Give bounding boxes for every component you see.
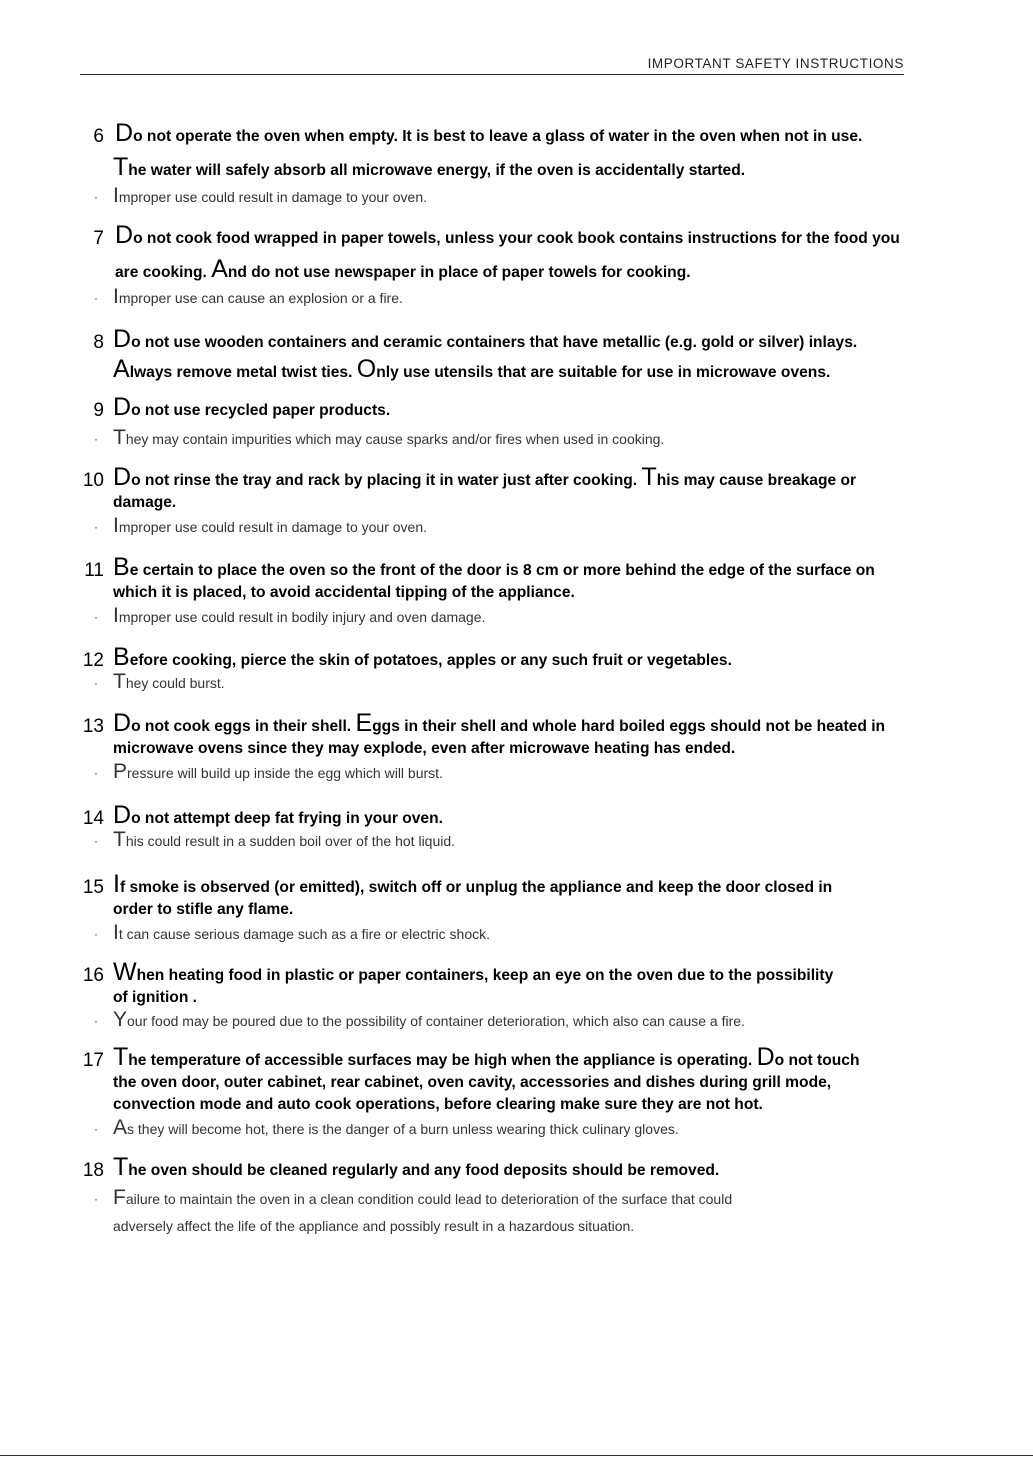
instruction-line [0, 355, 1033, 388]
text-segment: microwave ovens since they may explode, even after microwave heating has ended. [113, 740, 736, 757]
drop-cap: A [211, 255, 228, 283]
note-line [0, 283, 1033, 313]
text-segment: o not use recycled paper products. [131, 402, 391, 419]
instruction-text [113, 393, 391, 426]
text-segment: o not rinse the tray and rack by placing it in water just after cooking. [131, 472, 642, 489]
drop-cap: E [355, 709, 373, 737]
note-line [0, 512, 1033, 542]
note-line [0, 182, 1033, 212]
note-text [113, 283, 403, 313]
text-segment: o not operate the oven when empty. It is best to leave a glass of water in the oven when not in use. [133, 128, 863, 145]
note-text [113, 182, 427, 212]
note-line [0, 1184, 1033, 1214]
text-segment: hey may contain impurities which may cause sparks and/or fires when used in cooking. [125, 431, 665, 447]
text-segment: he oven should be cleaned regularly and any food deposits should be removed. [128, 1162, 720, 1179]
item-number: 13 [82, 716, 104, 737]
text-segment: o not cook food wrapped in paper towels, unless your cook book contains instructions for the food you [133, 230, 900, 247]
bullet-dot-icon: · [94, 766, 98, 780]
drop-cap: I [113, 285, 119, 308]
note-text [113, 668, 225, 698]
item-number: 7 [93, 228, 104, 249]
drop-cap: D [115, 221, 134, 249]
bullet-dot-icon: · [94, 927, 98, 941]
bullet-dot-icon: · [94, 432, 98, 446]
item-number: 10 [82, 470, 104, 491]
drop-cap: D [756, 1043, 775, 1071]
bullet-dot-icon: · [94, 1122, 98, 1136]
text-segment: he temperature of accessible surfaces may be high when the appliance is operating. [128, 1052, 757, 1069]
bullet-dot-icon: · [94, 520, 98, 534]
drop-cap: Y [113, 1008, 128, 1031]
drop-cap: D [113, 325, 132, 353]
drop-cap: I [113, 921, 119, 944]
text-segment: f smoke is observed (or emitted), switch off or unplug the appliance and keep the door closed in [119, 879, 833, 896]
drop-cap: D [113, 709, 132, 737]
note-text [113, 919, 490, 949]
note-text [113, 602, 485, 632]
text-segment: ggs in their shell and whole hard boiled eggs should not be heated in [372, 718, 886, 735]
drop-cap: I [113, 604, 119, 627]
note-text [113, 1114, 679, 1144]
instruction-line [0, 325, 1033, 358]
text-segment: nd do not use newspaper in place of paper towels for cooking. [227, 264, 691, 281]
bottom-rule [0, 1455, 1033, 1456]
instruction-text [115, 221, 900, 254]
instruction-text [115, 119, 863, 152]
note-text [113, 512, 427, 542]
bullet-dot-icon: · [94, 610, 98, 624]
text-segment: o not cook eggs in their shell. [131, 718, 356, 735]
drop-cap: I [113, 184, 119, 207]
drop-cap: B [113, 643, 130, 671]
note-text [113, 424, 664, 454]
item-number: 6 [93, 126, 104, 147]
note-line [0, 919, 1033, 949]
note-line [0, 758, 1033, 788]
text-segment: he water will safely absorb all microwave energy, if the oven is accidentally started. [128, 162, 746, 179]
text-segment: hey could burst. [125, 675, 225, 691]
text-segment: adversely affect the life of the appliance and possibly result in a hazardous situation. [113, 1218, 635, 1234]
bullet-dot-icon: · [94, 1014, 98, 1028]
instruction-line [0, 221, 1033, 254]
note-text [113, 826, 455, 856]
drop-cap: B [113, 553, 130, 581]
note-line [0, 668, 1033, 698]
text-segment: convection mode and auto cook operations, before clearing make sure they are not hot. [113, 1096, 763, 1113]
drop-cap: P [113, 760, 128, 783]
instruction-line [0, 393, 1033, 426]
text-segment: damage. [113, 494, 177, 511]
note-line [0, 602, 1033, 632]
text-segment: order to stifle any flame. [113, 901, 294, 918]
drop-cap: D [113, 463, 132, 491]
bullet-dot-icon: · [94, 291, 98, 305]
text-segment: t can cause serious damage such as a fire or electric shock. [118, 926, 491, 942]
item-number: 8 [93, 332, 104, 353]
drop-cap: D [113, 393, 132, 421]
bullet-dot-icon: · [94, 676, 98, 690]
instruction-text [113, 355, 831, 388]
item-number: 16 [82, 965, 104, 986]
text-segment: the oven door, outer cabinet, rear cabinet, oven cavity, accessories and dishes during grill mode, [113, 1074, 832, 1091]
text-segment: s they will become hot, there is the danger of a burn unless wearing thick culinary gloves. [127, 1121, 679, 1137]
instruction-line [0, 119, 1033, 152]
text-segment: our food may be poured due to the possibility of container deterioration, which also can cause a fire. [127, 1013, 745, 1029]
text-segment: mproper use could result in damage to your oven. [118, 519, 428, 535]
drop-cap: T [113, 828, 126, 851]
drop-cap: D [113, 801, 132, 829]
drop-cap: T [113, 1043, 129, 1071]
instruction-text [113, 325, 858, 358]
note-line [0, 1006, 1033, 1036]
item-number: 15 [82, 877, 104, 898]
text-segment: of ignition . [113, 989, 198, 1006]
text-segment: lways remove metal twist ties. [129, 364, 357, 381]
item-number: 12 [82, 650, 104, 671]
note-line [0, 826, 1033, 856]
text-segment: o not use wooden containers and ceramic containers that have metallic (e.g. gold or silver) inlays. [131, 334, 858, 351]
instruction-line [0, 1153, 1033, 1186]
instruction-text [113, 1153, 720, 1186]
note-text [113, 1006, 745, 1036]
text-segment: hen heating food in plastic or paper containers, keep an eye on the oven due to the possibility [136, 967, 834, 984]
note-text [113, 1184, 732, 1214]
drop-cap: I [113, 870, 120, 898]
header-title: IMPORTANT SAFETY INSTRUCTIONS [647, 56, 904, 71]
drop-cap: T [113, 153, 129, 181]
text-segment: ressure will build up inside the egg which will burst. [127, 765, 443, 781]
item-number: 9 [93, 400, 104, 421]
drop-cap: A [113, 355, 130, 383]
note-line [0, 1114, 1033, 1144]
text-segment: o not touch [774, 1052, 860, 1069]
text-segment: his could result in a sudden boil over of the hot liquid. [125, 833, 456, 849]
drop-cap: D [115, 119, 134, 147]
bullet-dot-icon: · [94, 1192, 98, 1206]
text-segment: his may cause breakage or [656, 472, 857, 489]
item-number: 17 [82, 1050, 104, 1071]
text-segment: mproper use could result in damage to your oven. [118, 189, 428, 205]
text-segment: mproper use can cause an explosion or a fire. [118, 290, 403, 306]
drop-cap: W [113, 958, 137, 986]
drop-cap: I [113, 514, 119, 537]
drop-cap: F [113, 1186, 126, 1209]
text-segment: o not attempt deep fat frying in your oven. [131, 810, 443, 827]
note-text [113, 1211, 634, 1241]
note-line [0, 424, 1033, 454]
item-number: 14 [82, 808, 104, 829]
text-segment: mproper use could result in bodily injury and oven damage. [118, 609, 486, 625]
note-line [0, 1211, 1033, 1241]
item-number: 18 [82, 1160, 104, 1181]
bullet-dot-icon: · [94, 834, 98, 848]
text-segment: are cooking. [115, 264, 212, 281]
drop-cap: A [113, 1116, 128, 1139]
text-segment: nly use utensils that are suitable for use in microwave ovens. [376, 364, 831, 381]
drop-cap: T [113, 1153, 129, 1181]
drop-cap: T [113, 426, 126, 449]
drop-cap: O [356, 355, 377, 383]
drop-cap: T [113, 670, 126, 693]
drop-cap: T [641, 463, 657, 491]
bullet-dot-icon: · [94, 190, 98, 204]
item-number: 11 [84, 560, 104, 581]
text-segment: which it is placed, to avoid accidental tipping of the appliance. [113, 584, 575, 601]
text-segment: ailure to maintain the oven in a clean condition could lead to deterioration of the surface that could [125, 1191, 733, 1207]
text-segment: e certain to place the oven so the front of the door is 8 cm or more behind the edge of the surface on [129, 562, 875, 579]
note-text [113, 758, 443, 788]
text-segment: efore cooking, pierce the skin of potatoes, apples or any such fruit or vegetables. [129, 652, 732, 669]
